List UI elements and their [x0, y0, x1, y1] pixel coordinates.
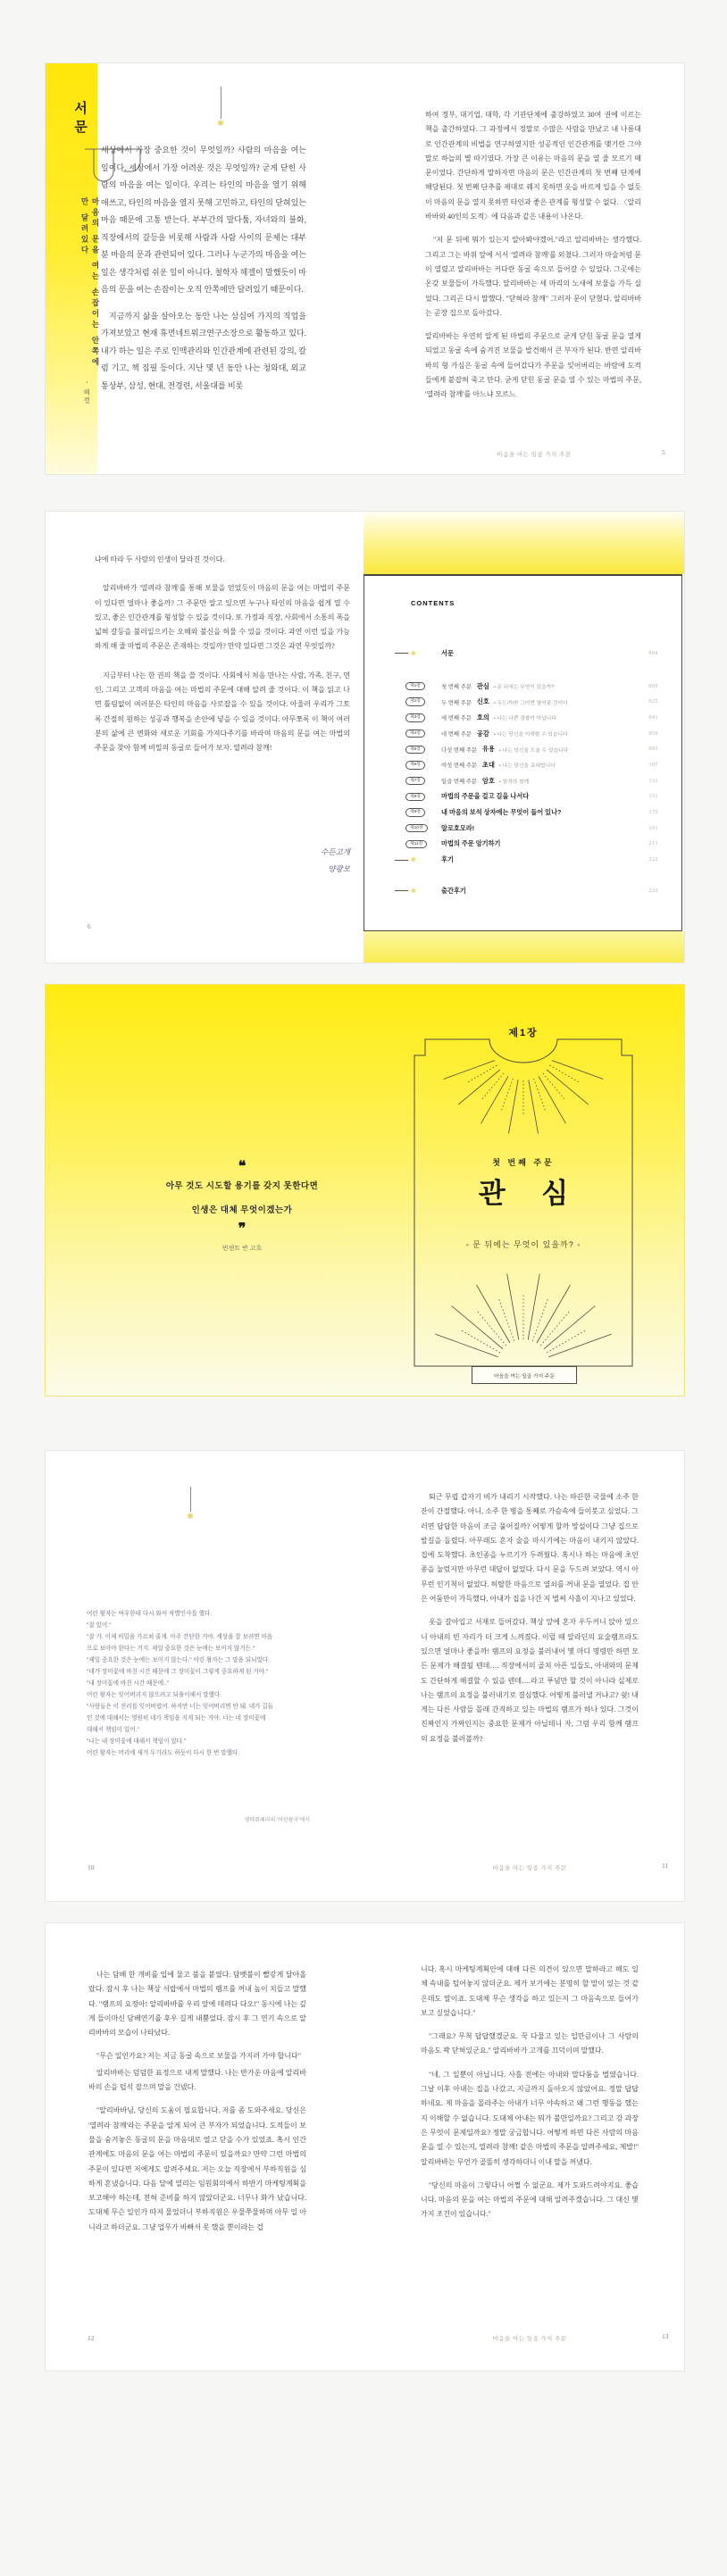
toc-item-page: 009	[648, 683, 658, 689]
toc-item-title: 출간후기	[441, 886, 466, 895]
preface-band-caption-attribution: - 헤겔	[83, 381, 89, 405]
spread-3-chapter-opener	[45, 984, 685, 1396]
toc-item-page: 191	[648, 825, 658, 831]
quote-line-1: 아무 것도 시도할 용기를 갖지 못한다면	[165, 1181, 319, 1191]
paragraph: 알리바바는 우연히 알게 된 마법의 주문으로 굳게 닫힌 동굴 문을 열게 되었고 동굴 속에 숨겨진 보물을 발견해서 큰 부자가 된다. 반면 알리바바의 형 카심은 동굴 속에 들어갔다가 주문을 잊어버리는 바람에 도적들에게 붙잡혀 죽고 만다. 굳게 닫힌 동굴 문을 열 수 있는 마법의 주문, '열려라 참깨'를 아느냐 모르느	[425, 332, 641, 399]
paragraph: 옷을 갈아입고 서재로 들어갔다. 책상 앞에 혼자 우두커니 앉아 있으니 아내의 빈 자리가 더 크게 느껴졌다. 이럴 때 알라딘의 요술램프라도 있으면 얼마나 좋을까! 램프의 요정을 불러내어 몇 마디 명령만 하면 모든 문제가 해결될 텐데…. 직장에서의 골치 아픈 일들도, 아내와의 문제도 간단하게 해결할 수 있을 텐데….라고 푸념만 할 것이 아니라 실제로 나는 램프의 요정을 불러내기로 결심했다. 어떻게 불러낼 거냐고? 쉿! 내게는 다른 사람들 몰래 간직하고 있는 마법의 램프가 하나 있다. 그것이 진짜인지 가짜인지는 중요한 문제가 아닐테니 자, 그럼 우리 함께 램프의 요정을 불러볼까?	[421, 1618, 639, 1743]
toc-item-page: 025	[648, 699, 658, 705]
contents-yellow-band-bottom	[364, 931, 684, 963]
chapter-badge: 제6장	[405, 761, 425, 770]
toc-item-kicker: 네 번째 주문	[441, 731, 472, 738]
toc-item	[395, 821, 658, 837]
toc-item-title: 공감	[476, 729, 489, 738]
toc-item-page: 213	[648, 841, 658, 847]
dash-icon	[395, 890, 408, 891]
page-number: 12	[88, 2334, 95, 2342]
toc-item-title: 알로호모라!	[441, 823, 475, 832]
toc-item-title: 내 마음의 보석 상자에는 무엇이 들어 있나?	[441, 808, 562, 817]
toc-rows	[395, 646, 658, 899]
toc-item-title: 호의	[476, 713, 489, 721]
page-number: 6	[88, 922, 91, 930]
page-number: 5	[662, 448, 665, 456]
chapter-badge: 제5장	[405, 746, 425, 754]
toc-item-subtitle: • 나는 당신을 이해할 수 있습니다	[493, 732, 568, 738]
running-title: 마음을 여는 일곱 가지 주문	[492, 2336, 567, 2342]
toc-item-page: 222	[648, 857, 658, 863]
open-quote-icon: ❝	[238, 1159, 247, 1174]
paragraph: "저 문 뒤에 뭐가 있는지 알아봐야겠어."라고 알리바바는 생각했다. 그리고 그는 바위 앞에 서서 '열려라 참깨'를 외쳤다. 그러자 마술처럼 문이 열렸고 알리바바는 커다란 동굴 속으로 들어갈 수 있었다. 그곳에는 온갖 보물들이 가득했다. 알리바바는 세 마리의 노새에 보물을 가득 실었다. 그리곤 다시 말했다. "닫혀라 참깨" 그러자 문이 닫혔다. 알리바바는 곧장 집으로 돌아갔다.	[425, 236, 641, 317]
paragraph: "무슨 일인가요? 저는 지금 동굴 속으로 보물을 가지러 가야 합니다"	[96, 2052, 302, 2061]
toc-item-title: 신호	[476, 697, 489, 706]
paragraph: 알리바바는 덤덤한 표정으로 내게 말했다. 나는 반가운 마음에 알리바바의 손을 덥석 잡으며 말을 건넸다.	[88, 2068, 306, 2092]
preface-band-title: 서문	[72, 101, 88, 138]
body-left-text	[88, 1968, 306, 2244]
running-title: 마음을 여는 일곱 가지 주문	[492, 1865, 567, 1872]
toc-item	[395, 883, 658, 899]
preface-continued-text	[95, 553, 350, 765]
toc-item-page: 041	[648, 714, 658, 721]
chapter-kicker: 첫 번째 주문	[492, 1158, 555, 1167]
preface-band-caption: 마음의 문을 여는 손잡이는 안쪽에만 달려있다	[80, 197, 100, 369]
paragraph: 나는 담배 한 개비를 입에 물고 불을 붙였다. 담뱃불이 빨갛게 달아올랐다. 잠시 후 나는 책상 서랍에서 마법의 램프를 꺼내 높이 치들고 말했다. "램프의 요정아! 알리바바를 우리 앞에 데려다 다오!" 동시에 나는 깊게 들이마신 담배연기를 후우 길게 내뿜었다. 잠시 후 그 연기 속으로 알리바바의 모습이 나타났다.	[88, 1971, 306, 2038]
contents-heading: CONTENTS	[411, 599, 455, 607]
toc-item	[395, 726, 658, 742]
chapter-badge: 제11장	[405, 840, 427, 849]
toc-item-page: 107	[648, 762, 658, 768]
body-right-text	[421, 1490, 639, 1755]
toc-item-title: 초대	[482, 760, 495, 769]
page-number: 11	[662, 1862, 669, 1870]
section-ornament-icon: ❋	[185, 1487, 196, 1521]
epigraph-quote	[99, 1160, 385, 1253]
contents-yellow-band-top	[364, 512, 684, 574]
toc-item-kicker: 세 번째 주문	[441, 715, 472, 722]
toc-item	[395, 694, 658, 710]
toc-item-title: 유용	[482, 745, 495, 754]
preface-left-text	[101, 142, 306, 404]
sun-icon: ❋	[411, 856, 416, 864]
toc-item-subtitle: • 나는 당신을 도울 수 있습니다	[498, 747, 569, 754]
toc-item	[395, 773, 658, 789]
paragraph: 니다. 혹시 마케팅계획안에 대해 다른 의견이 있으면 말하라고 해도 일체 속내를 털어놓지 않더군요. 제가 보기에는 분명히 할 말이 있는 것 같은데도 말이죠. 도대체 무슨 생각을 하고 있는지 그 마음속으로 들어가 보고 싶었습니다."	[421, 1965, 639, 2017]
toc-item	[395, 757, 658, 773]
author-signature	[224, 844, 350, 878]
dash-icon	[395, 860, 408, 861]
toc-item-subtitle: • 두드려라! 그러면 열어줄 것이다	[493, 700, 568, 706]
preface-right-text	[425, 108, 641, 412]
chapter-badge: 제2장	[405, 697, 425, 706]
page-number: 10	[88, 1863, 95, 1872]
quote-author: 빈센트 반 고흐	[221, 1246, 263, 1252]
paragraph: "그래요? 무척 답답했겠군요. 꾹 다물고 있는 입만큼이나 그 사람의 마음도 꽉 닫혀있군요." 알리바바가 고개를 끄덕이며 말했다.	[421, 2032, 639, 2055]
toc-item-subtitle: • 나는 당신을 초대합니다	[498, 763, 556, 770]
chapter-tab: 제1장	[508, 1028, 539, 1038]
toc-item-title: 서문	[441, 648, 454, 657]
sun-icon: ❋	[411, 649, 416, 657]
running-title: 마음을 여는 일곱 가지 주문	[497, 452, 572, 458]
toc-item-page: 131	[648, 778, 658, 784]
toc-item	[395, 789, 658, 805]
toc-item-page: 226	[648, 888, 658, 894]
toc-item-title: 마법의 주문을 걸고 길을 나서다	[441, 792, 530, 801]
toc-item	[395, 710, 658, 726]
toc-item-title: 암호	[482, 776, 495, 785]
chapter-badge: 제9장	[405, 808, 425, 817]
paragraph: 지금부터 나는 한 권의 책을 쓸 것이다. 사회에서 처음 만나는 사람, 가족, 친구, 연인, 그리고 고객의 마음을 여는 마법의 주문에 대해 알려 줄 것이다. 이 책을 읽고 나면 틀림없이 여러분은 타인의 마음을 사로잡을 수 있을 것이다. 아울러 우리가 그토록 간절히 원하는 성공과 행복을 손안에 넣을 수 있을 것이다. 아무쪼록 이 책이 여러분의 삶에 큰 변화와 새로운 기회를 가져다주기를 바라며 마음의 문을 여는 마법의 주문을 찾아 함께 비밀의 동굴로 들어가 보자. 열려라 참깨!	[95, 671, 350, 753]
excerpt-attribution: 생텍쥐페리의 '어린왕자'에서	[244, 1818, 310, 1823]
chapter-badge: 제7장	[405, 777, 425, 786]
toc-item-kicker: 다섯 번째 주문	[441, 746, 477, 754]
chapter-subtitle: ◦ 문 뒤에는 무엇이 있을까? ◦	[465, 1240, 581, 1249]
spread-5-body	[45, 1922, 685, 2372]
toc-item	[395, 741, 658, 757]
toc-item-title: 관심	[476, 681, 489, 690]
chapter-badge: 제8장	[405, 793, 425, 802]
section-ornament-icon: ❋	[215, 87, 226, 128]
toc-item-kicker: 첫 번째 주문	[441, 684, 472, 691]
spread-1-preface	[45, 63, 685, 475]
toc-item-page: 176	[648, 810, 658, 816]
toc-item	[395, 646, 658, 662]
toc-item-subtitle: • 열려라 참깨	[498, 779, 530, 786]
toc-item-kicker: 여섯 번째 주문	[441, 763, 477, 770]
toc-item-page: 004	[648, 650, 658, 656]
page-number: 13	[662, 2332, 669, 2340]
contents-box	[364, 574, 682, 931]
body-right-text	[421, 1963, 639, 2231]
toc-item	[395, 852, 658, 868]
paragraph: "알리바바님, 당신의 도움이 필요합니다. 저를 좀 도와주세요. 당신은 '열려라 참깨'라는 주문을 알게 되어 큰 부자가 되었습니다. 도적들이 보물을 숨겨놓은 동굴의 문을 마음대로 열고 닫을 수가 있었죠. 혹시 인간관계에도 마음의 문을 여는 마법의 주문이 있을까요? 만약 그런 마법의 주문이 있다면 저에게도 알려주세요. 저는 오늘 직장에서 부하직원을 심하게 혼냈습니다. 다음 달에 열리는 임원회의에서 하반기 마케팅계획을 보고해야 하는데, 전혀 준비를 하지 않았더군요. 너무나 화가 났습니다. 도대체 무슨 일인가 따져 물었더니 부하직원은 우물쭈물하며 아무 일 아니라고 하더군요. 그냥 업무가 바빠서 못 했을 뿐이라는 겁	[88, 2106, 306, 2231]
toc-item-subtitle: • 나는 나쁜 경찰이 아닙니다	[493, 716, 556, 722]
chapter-badge: 제10장	[405, 824, 428, 833]
toc-item	[395, 679, 658, 695]
paragraph: 퇴근 무렵 갑자기 비가 내리기 시작했다. 나는 따끈한 국물에 소주 한 잔이 간절했다. 아니, 소주 한 병을 통째로 가슴속에 들이붓고 싶었다. 그러면 답답한 마음이 조금 풀어질까? 어떻게 할까 망설이다 그냥 집으로 발길을 돌렸다. 아무래도 혼자 술을 마시기에는 마음이 내키지 않았다. 집에 도착했다. 초인종을 누르기가 두려웠다. 혹시나 하는 마음에 초인종을 눌렀지만 아무런 대답이 없었다. 다시 문을 두드려 보았다. 역시 아무런 인기척이 없었다. 허탈한 마음으로 열쇠를 꺼내 문을 열었다. 집 안은 어둠만이 가득했다. 아내가 집을 나간 지 벌써 사흘이 지나고 있었다.	[421, 1493, 639, 1604]
paragraph: 세상에서 가장 중요한 것이 무엇일까? 사람의 마음을 여는 일이다. 세상에서 가장 어려운 것은 무엇일까? 굳게 닫힌 사람의 마음을 여는 일이다. 우리는 타인의 마음을 열기 위해 애쓰고, 타인의 마음을 열지 못해 고민하고, 타인의 닫혀있는 마음 때문에 고통 받는다. 부부간의 말다툼, 자녀와의 불화, 직장에서의 갈등을 비롯해 사람과 사람 사이의 문제는 대부분 마음의 문과 관련되어 있다. 그러나 누군가의 마음을 여는 일은 생각처럼 쉬운 일이 아니다. 철학자 헤겔이 말했듯이 마음의 문을 여는 손잡이는 오직 안쪽에만 달려있기 때문이다.	[101, 146, 306, 294]
chapter-badge: 제3장	[405, 713, 425, 722]
toc-item	[395, 804, 658, 821]
toc-item-title: 후기	[441, 855, 454, 864]
dash-icon	[395, 653, 408, 654]
toc-item-page: 151	[648, 794, 658, 800]
little-prince-excerpt: 어린 왕자는 여우한테 다시 와서 작별인사를 했다. "잘 있어." "잘 가. 이제 비밀을 가르쳐 줄게. 아주 간단한 거야. 세상을 잘 보려면 마음 으로 보아야 한다는 거지. 제일 중요한 것은 눈에는 보이지 않거든." "제일 중요한 것은 눈에는 보이지 않는다." 어린 왕자는 그 말을 되뇌었다. "네가 장미꽃에 바친 시간 때문에 그 장미꽃이 그렇게 중요하게 된 거야." "내 장미꽃에 바친 시간 때문에.." 어린 왕자는 잊어버리지 않으려고 되풀이해서 말했다. "사람들은 이 진리를 잊어버렸어. 하지만 너는 잊어버리면 안 돼. 네가 길들 인 것에 대해서는 영원히 네가 책임을 지게 되는 거야. 너는 네 장미꽃에 대해서 책임이 있어." "나는 내 장미꽃에 대해서 책임이 있다." 어린 왕자는 머리에 새겨 두기라도 하듯이 다시 한 번 말했다.	[87, 1611, 274, 1756]
toc-item-subtitle: • 문 뒤에는 무엇이 있을까?	[493, 685, 555, 691]
chapter-title: 관 심	[478, 1178, 583, 1209]
toc-item-kicker: 일곱 번째 주문	[441, 779, 477, 786]
toc-item-kicker: 두 번째 주문	[441, 699, 472, 706]
toc-item-page: 059	[648, 730, 658, 737]
sun-icon: ❋	[411, 887, 416, 895]
signature-location: 수든고개	[321, 847, 350, 856]
spread-4-body	[45, 1450, 685, 1902]
quote-line-2: 인생은 대체 무엇이겠는가	[191, 1205, 293, 1215]
paragraph: 지금까지 삶을 살아오는 동안 나는 삼십여 가지의 직업을 가져보았고 현재 휴먼네트워크연구소장으로 활동하고 있다. 내가 하는 일은 주로 인맥관리와 인간관계에 관련된 강의, 칼럼 기고, 책 집필 등이다. 지난 몇 년 동안 나는 청와대, 외교통상부, 삼성, 현대, 전경련, 서울대를 비롯	[101, 311, 306, 390]
toc-item-page: 083	[648, 746, 658, 753]
toc-item	[395, 837, 658, 853]
chapter-badge: 제4장	[405, 729, 425, 738]
close-quote-icon: ❞	[238, 1221, 247, 1237]
chapter-badge: 제1장	[405, 682, 425, 691]
paragraph: "당신의 마음이 그렇다니 어쩔 수 없군요. 제가 도와드려야지요. 좋습니다. 마음의 문을 여는 마법의 주문에 대해 알려주겠습니다. 그 대신 몇 가지 조건이 있습니다."	[421, 2180, 639, 2219]
spread-2-contents	[45, 511, 685, 963]
chapter-caption-box: 마음을 여는 일곱 가지 주문	[472, 1366, 577, 1384]
paragraph: 하여 정부, 대기업, 대학, 각 기관단체에 출강하였고 30여 권에 이르는 책을 출간하였다. 그 과정에서 정말로 수많은 사람을 만났고 내 나름대로 인간관계의 비법을 연구하였지만 성공적인 인간관계를 맺기란 그야말로 하늘의 별 따기였다. 가장 큰 이유는 마음의 문을 열 줄 모르기 때문이었다. 간단하게 말하자면 마음의 문은 인간관계의 첫 번째 단계에 해당된다. 첫 번째 단추를 제대로 꿰지 못하면 옷을 바르게 입을 수 없듯이 마음의 문을 열지 못하면 타인과 좋은 관계를 형성할 수 없다. 〈알리바바와 40인의 도적〉에 다음과 같은 내용이 나온다.	[425, 111, 641, 221]
paragraph: 냐에 따라 두 사람의 인생이 달라진 것이다.	[95, 555, 225, 563]
paragraph: 알리바바가 '열려라 참깨'를 통해 보물을 얻었듯이 마음의 문을 여는 마법의 주문이 있다면 얼마나 좋을까? 그 주문만 알고 있으면 누구나 타인의 마음을 쉽게 열 수 있고, 좋은 인간관계를 형성할 수 있을 것이다. 또 가정과 직장, 사회에서 소통의 폭을 넓혀 갈등을 불러일으키는 오해와 불신을 허물 수 있을 것이다. 과연 이런 일을 가능하게 해 줄 마법의 주문은 존재하는 것일까? 만약 있다면 그것은 과연 무엇일까?	[95, 584, 350, 651]
paragraph: "네, 그 일뿐이 아닙니다. 사흘 전에는 아내와 말다툼을 벌였습니다. 그날 이후 아내는 집을 나갔고, 지금까지 돌아오지 않았어요. 정말 답답하네요. 제 마음을 몰라주는 아내가 너무 야속하고 왜 그런 행동을 했는지 이해할 수 없습니다. 도대체 아내는 뭐가 불만일까요? 그리고 강 과장은 무엇이 문제일까요? 정말 궁금합니다. 어떻게 하면 다른 사람의 마음 문을 열 수 있는지, 열려라 참깨! 같은 마법의 주문을 알려주세요, 제발!" 알리바바는 무언가 골똘히 생각하더니 이내 말을 꺼냈다.	[421, 2070, 639, 2166]
toc-item-title: 마법의 주문 암기하기	[441, 839, 501, 848]
signature-name: 양광모	[328, 864, 350, 873]
